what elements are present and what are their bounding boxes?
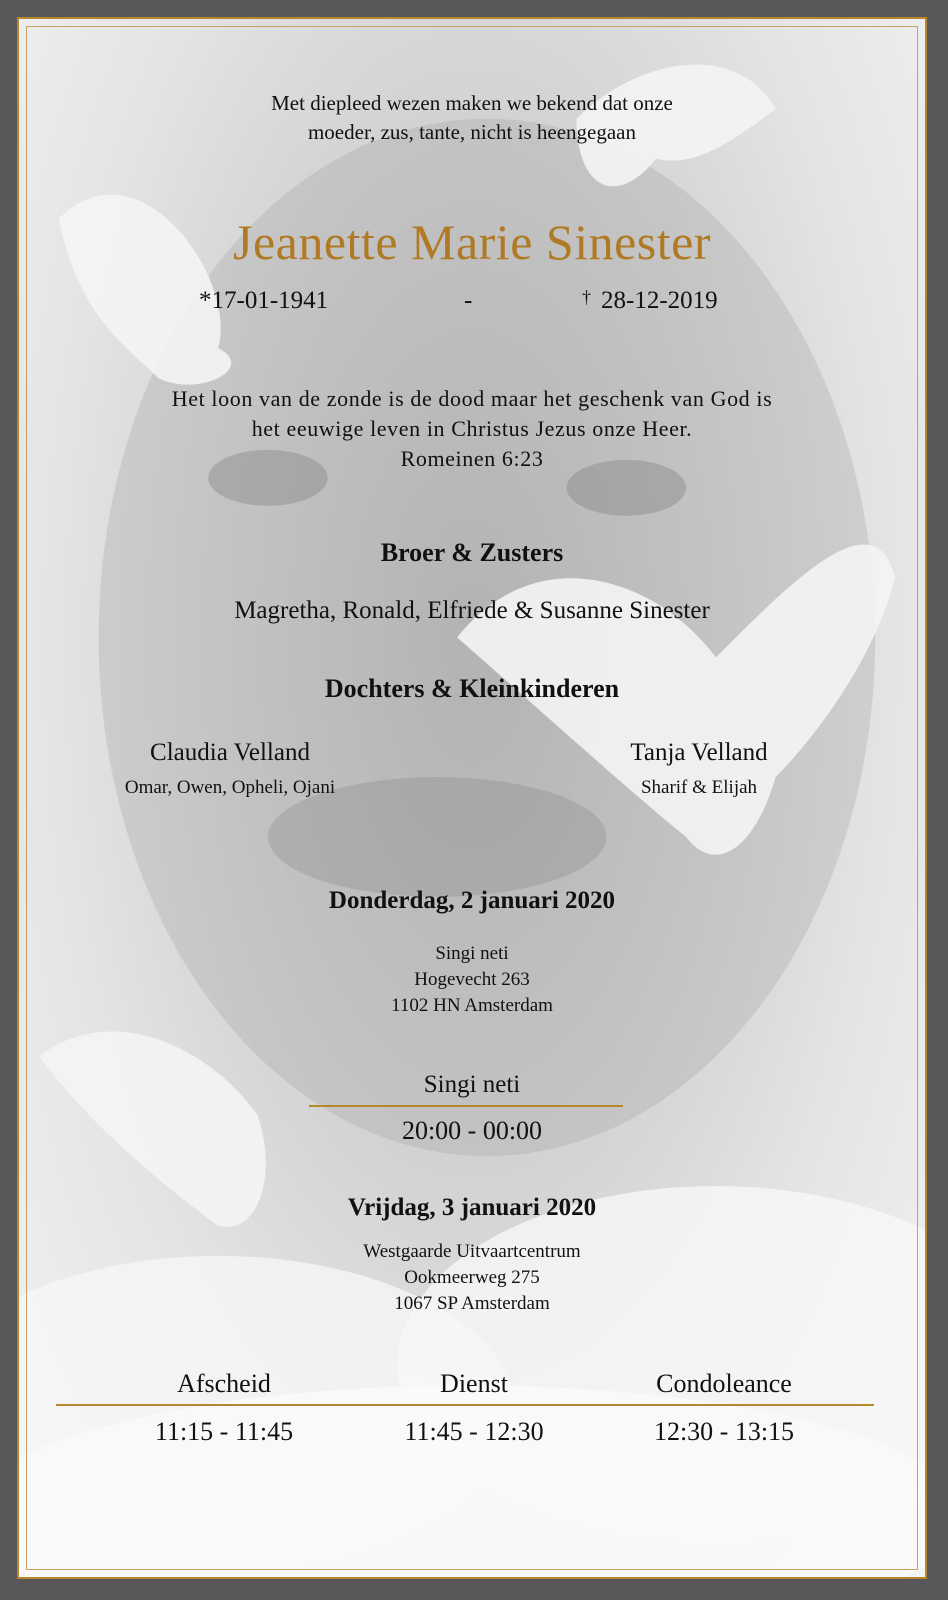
deceased-name: Jeanette Marie Sinester	[233, 214, 711, 270]
event1-time: 20:00 - 00:00	[401, 1116, 543, 1145]
address-line: Singi neti	[435, 943, 509, 964]
death-date	[582, 287, 718, 315]
birth-symbol: *	[199, 287, 212, 314]
schedule-label: Dienst	[440, 1369, 508, 1398]
schedule-item	[94, 1369, 354, 1447]
event1-divider	[309, 1105, 623, 1107]
address-line: Westgaarde Uitvaartcentrum	[363, 1241, 581, 1262]
intro-line-1: Met diepleed wezen maken we bekend dat onze	[271, 91, 673, 115]
birth-date	[199, 287, 328, 315]
death-date-value: 28-12-2019	[601, 287, 718, 314]
event1-day: Donderdag, 2 januari 2020	[328, 887, 616, 914]
verse-line-1: Het loon van de zonde is de dood maar het geschenk van God is	[171, 386, 773, 411]
schedule-label: Afscheid	[177, 1369, 271, 1398]
verse-reference: Romeinen 6:23	[400, 446, 544, 471]
daughter-name: Claudia Velland	[150, 739, 310, 766]
address-line: Ookmeerweg 275	[404, 1267, 540, 1288]
daughter-name: Tanja Velland	[630, 739, 768, 766]
date-separator: -	[464, 287, 473, 314]
event2-address	[19, 1239, 925, 1317]
schedule-label: Condoleance	[656, 1369, 792, 1398]
siblings-names: Magretha, Ronald, Elfriede & Susanne Sinester	[234, 597, 710, 624]
schedule-time: 11:45 - 12:30	[404, 1417, 544, 1446]
siblings-heading: Broer & Zusters	[380, 538, 564, 567]
schedule-time: 11:15 - 11:45	[154, 1417, 294, 1446]
bible-verse	[19, 384, 925, 474]
schedule-item	[344, 1369, 604, 1447]
daughter-2	[589, 739, 809, 799]
event1-address	[19, 941, 925, 1019]
verse-line-2: het eeuwige leven in Christus Jezus onze Heer.	[251, 416, 693, 441]
event2-day: Vrijdag, 3 januari 2020	[347, 1194, 597, 1221]
grandchildren-names: Sharif & Elijah	[640, 777, 758, 798]
grandchildren-names: Omar, Owen, Opheli, Ojani	[124, 777, 336, 798]
event1-title: Singi neti	[423, 1071, 521, 1098]
birth-date-value: 17-01-1941	[211, 287, 329, 314]
schedule-item	[594, 1369, 854, 1447]
address-line: 1067 SP Amsterdam	[394, 1293, 550, 1314]
address-line: 1102 HN Amsterdam	[391, 995, 553, 1016]
schedule-time: 12:30 - 13:15	[653, 1417, 795, 1446]
daughter-1	[105, 739, 355, 799]
address-line: Hogevecht 263	[414, 969, 530, 990]
daughters-heading: Dochters & Kleinkinderen	[324, 674, 620, 703]
intro-text	[19, 89, 925, 147]
cross-icon: †	[582, 287, 591, 307]
memorial-card	[17, 17, 927, 1579]
intro-line-2: moeder, zus, tante, nicht is heengegaan	[307, 120, 637, 144]
schedule-divider	[56, 1404, 874, 1406]
